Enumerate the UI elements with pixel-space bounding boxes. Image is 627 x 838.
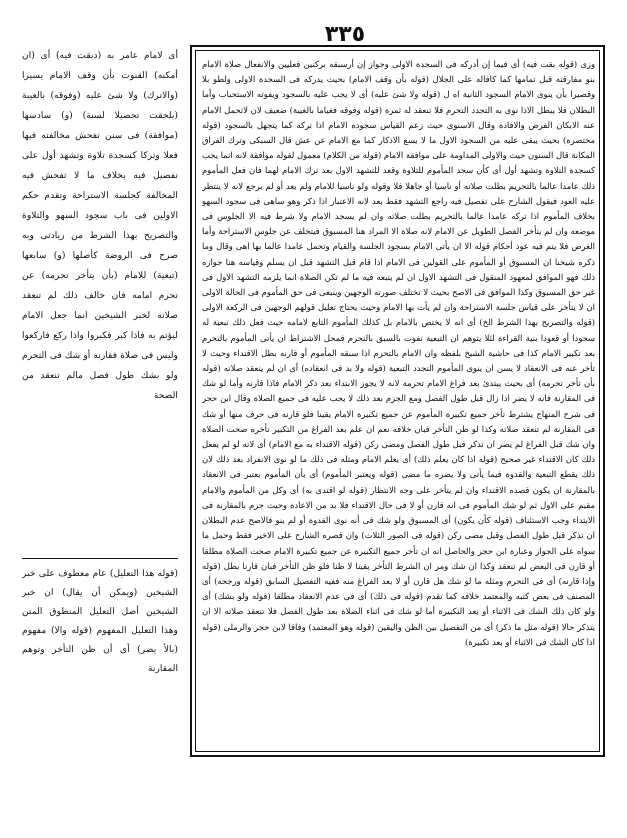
margin-text-upper: أى لامام عامر به (دبقت فيه) أى (ان أمكنه) القنوت بأن وقف الامام يسيرا (والاترك) ولا شئ عليه (وفوقه) بالغيبة (بلحقت تحصيلا لسنة) (و) سادسها (موافقة) فى سنن تفحش مخالفته فيها فعلا وتركا كسجدة تلاوة وتشهد أول على تفصيل فيه بخلاف ما لا تفحش فيه المخالفة كجلسة الاستراحة وتقدم حكم الاولين فى باب سجود السهو والتلاوة والتصريح بهذا الشرط من زيادتى وبه صرح فى الروضة كأصلها (و) سابعها (تبعية) للامام (بأن يتأخر تحرمه) عن تحرم امامه فان خالف ذلك لم تنعقد صلاته لخبر الشيخين انما جعل الامام ليؤتم به فاذا كبر فكبروا واذا ركع فاركعوا وليس فى صلاة فقارنه أو شك فى التحرم ولو بشك طول فصل مالم تنعقد من الصحة — [22, 50, 178, 401]
main-text-body: وزى (قوله بقت فيه) أى فيما إن أدركه فى السجدة الاولى وجواز إن أرسبقه بركنين فعليين والانفعال صلاة الامام بنو مفارقته قبل تمامها كما كافاله على الجلال (قوله بأن وقف الامام) بحيث يدركه فى السجدة الاولى ولطو بلا وقصيرا بأن ينوى الامام السجود الثانية اه ل (قوله ولا شئ عليه) أى لا يجب عليه بالسجود ويفوته الاستحباب وأما البطلان فلا يبطل الاذا نوى به التجدد التحرم فلا تنعقد له ثمرة (قوله وفوقه فغياما بالغيبة) ضعيف لان لاتحمل الامام عنه الابكان الفرض والافادة وقال الاسنوى حيث زعم القياس سجوده الامام اذا تركه كما يتجهل بالسجود (قوله مختصرة) بحيث يبقى عليه من السجود الاول ما لا يسع الاذكار كما مع الامام عن عش قال السبكى وترك الفراق المكانة قال السنون حيث والاولى المداومة على موافقة الامام (قوله من الكلام) معمول لقوله موافقة لانه انما يجب كسجدة التلاوة وتشهد أول أى كأن سجد المأموم للتلاوة وقعد للتشهد الاول بعد ترك الامام لهما فان فعل المأموم ذلك عامدا عالما بالتحريم بطلت صلاته أو ناسيا أو جاهلا فلا وقوله ولو ناسيا للامام ولم يعد أو لم يرجع لانه لا ينتظر عليه العود فيقول الشارح على تفصيل فيه راجع التشهد فقط بعد لانه الاعتبار اذا ذكر وهو ساهى فى سجود السهو بخلاف المأموم اذا تركه عامدا عالما بالتحريم بطلت صلاته وان لم يسجد الامام ولا شرط فيه الا الجلوس فى موضعه وان لم يتأخر الفصل الطويل عن الامام لانه صلاة الا المراد هنا المسبوق فيتخلف عن جلوس الاستراحة وأما الغرض فلا يتم فيه عود أحكام قوله الا ان يأتى الامام بسجود الجلسة والقيام وتحمل عامدا عالما بها اهى وقال وما ذكره شيخنا ان المسبوق أو المأموم على القولين فى الامام اذا قام قبل التشهد قبل ان يسلم وقياسه هنا جوازه ذلك فهو الموافق لمعهود المنقول فى التشهد الاول ان لم يتبعه فيه ما لم تكن الصلاة انما يلزمه التشهد الاول فى غير حق المسبوق وكذا الموافق فى الاصح بحيث لا تختلف صورته الوجهين وينبغى فى حق المأموم فى الحالة الاولى ان لا يتأخر على قياس جلسة الاستراحة وان لم يأت بها الامام وحيث يحتاج تعليل قولهم الوجهين فى الركعة الاولى (قوله والتصريح بهذا الشرط الخ) أى انه لا يختص بالامام بل كذلك المأموم التابع لامامه حيث فعل ذلك تبعية له سجودا أو قعودا بنية القراءة لئلا يتوهم ان التبعية تفوت بالسبق بالتحرم فمحل الاشتراط ان يأتى المأموم بالتحرم بعد تكبير الامام كذا فى حاشية الشيخ بلفظه وان الامام بالتحرم اذا سبقه المأموم أو قارنه بطل الاقتداء وحيث لا تأخر عنه فى الانعقاد لا يسن ان ينوى المأموم التجدد التبعية (قوله ولا بد فى انعقاده) أى ان لم ينعقد صلاته (قوله بأن تأخر تحرمه) أى بحيث يبتدئ بعد فراغ الامام تحرمه لانه لا يجوز الابتداء بعد ذكر الامام فاذا قارنه وأما لو شك فى المقارنة فانه لا يضر اذا زال قبل طول الفصل ومع الجزم بعد ذلك لا يجب عليه فى جميع الصلاة وقال ابن حجر فى شرح المنهاج يشترط تأخر جميع تكبيرة المأموم عن جميع تكبيرة الامام يقينا فلو قارنه فى حرف منها أو شك فى المقارنة لم تنعقد صلاته وكذا لو ظن التأخر فبان خلافه نعم ان علم بعد الفراغ من التكبير تأخره صحت الصلاة وان شك قبل الفراغ لم يضر ان تذكر قبل طول الفصل ومضى ركن (قوله الاقتداء به مع الامام) أى لانه لو لم يفعل ذلك كان الاقتداء غير صحيح (قوله اذا كان يعلم ذلك) أى يعلم الامام ومثله فى ذلك ما لو نوى الانفراد بعد ذلك لان ذلك يقطع التبعية والقدوة فيما يأتى ولا يضره ما مضى (قوله ويعتبر المأموم) أى بأن المأموم يعتبر فى الانعقاد بالمقارنة ان يكون قصده الاقتداء وان لم يتأخر على وجه الانتظار (قوله لو اقتدى به) أى وكل من المأموم والامام مقيم على الاول ثم لو شك المأموم فى انه قارن أو لا فى حال الاقتداء فلا بد من الاعادة وحيث جزم بالمقارنة فى الابتداء وجب الاستئناف (قوله كأن يكون) أى المسبوق ولو شك فى أنه نوى القدوة أو لم ينو فالاصح عدم البطلان ان تذكر قبل طول الفصل وقبل مضى ركن (قوله فى الصور الثلاث) وان قصره الشارح على الاخير فقط وحمل ما سواه على الجواز وعبارة ابن حجر والحاصل انه ان تأخر جميع التكبيرة عن جميع تكبيرة الامام صحت الصلاة مطلقا أو قارن فى البعض لم تنعقد وكذا ان شك ومر ان الشرط التأخر يقينا لا ظنا فلو ظن التأخر فبان قارنا بطل (قوله وإذا قارنه) أى فى التحرم ومثله ما لو شك هل قارن أو لا بعد الفراغ منه ففيه التفصيل السابق (قوله ورجحه) أى المصنف فى بعض كتبه والمعتمد خلافه كما تقدم (قوله فى ذلك) أى فى عدم الانعقاد مطلقا (قوله ولو بشك) أى ولو كان ذلك الشك فى الاثناء أو بعد التكبيرة أما لو شك فى اثناء الصلاة بعد طول الفصل فلا تنعقد صلاته الا ان يتذكر حالا (قوله مثل ما ذكر) أى من التفصيل بين الظن واليقين (قوله وهو المعتمد) وفاقا لابن حجر والرملى (قوله اذا كان الشك فى الاثناء أو بعد تكبيرة) — [202, 59, 595, 647]
page-number: ٣٣٥ — [324, 22, 366, 47]
margin-text-lower: (قوله هذا التعليل) عام معطوف على خبر الشيخين (ويمكن أن يقال) ان خبر الشيخين أصل التعليل المنطوق المتن وهذا التعليل المفهوم (قوله والا) مفهوم (بالأ يضر) أى أن ظن التأخر وتوهم المقارنة — [22, 568, 178, 674]
margin-divider — [22, 558, 178, 559]
main-text-frame — [190, 45, 605, 757]
